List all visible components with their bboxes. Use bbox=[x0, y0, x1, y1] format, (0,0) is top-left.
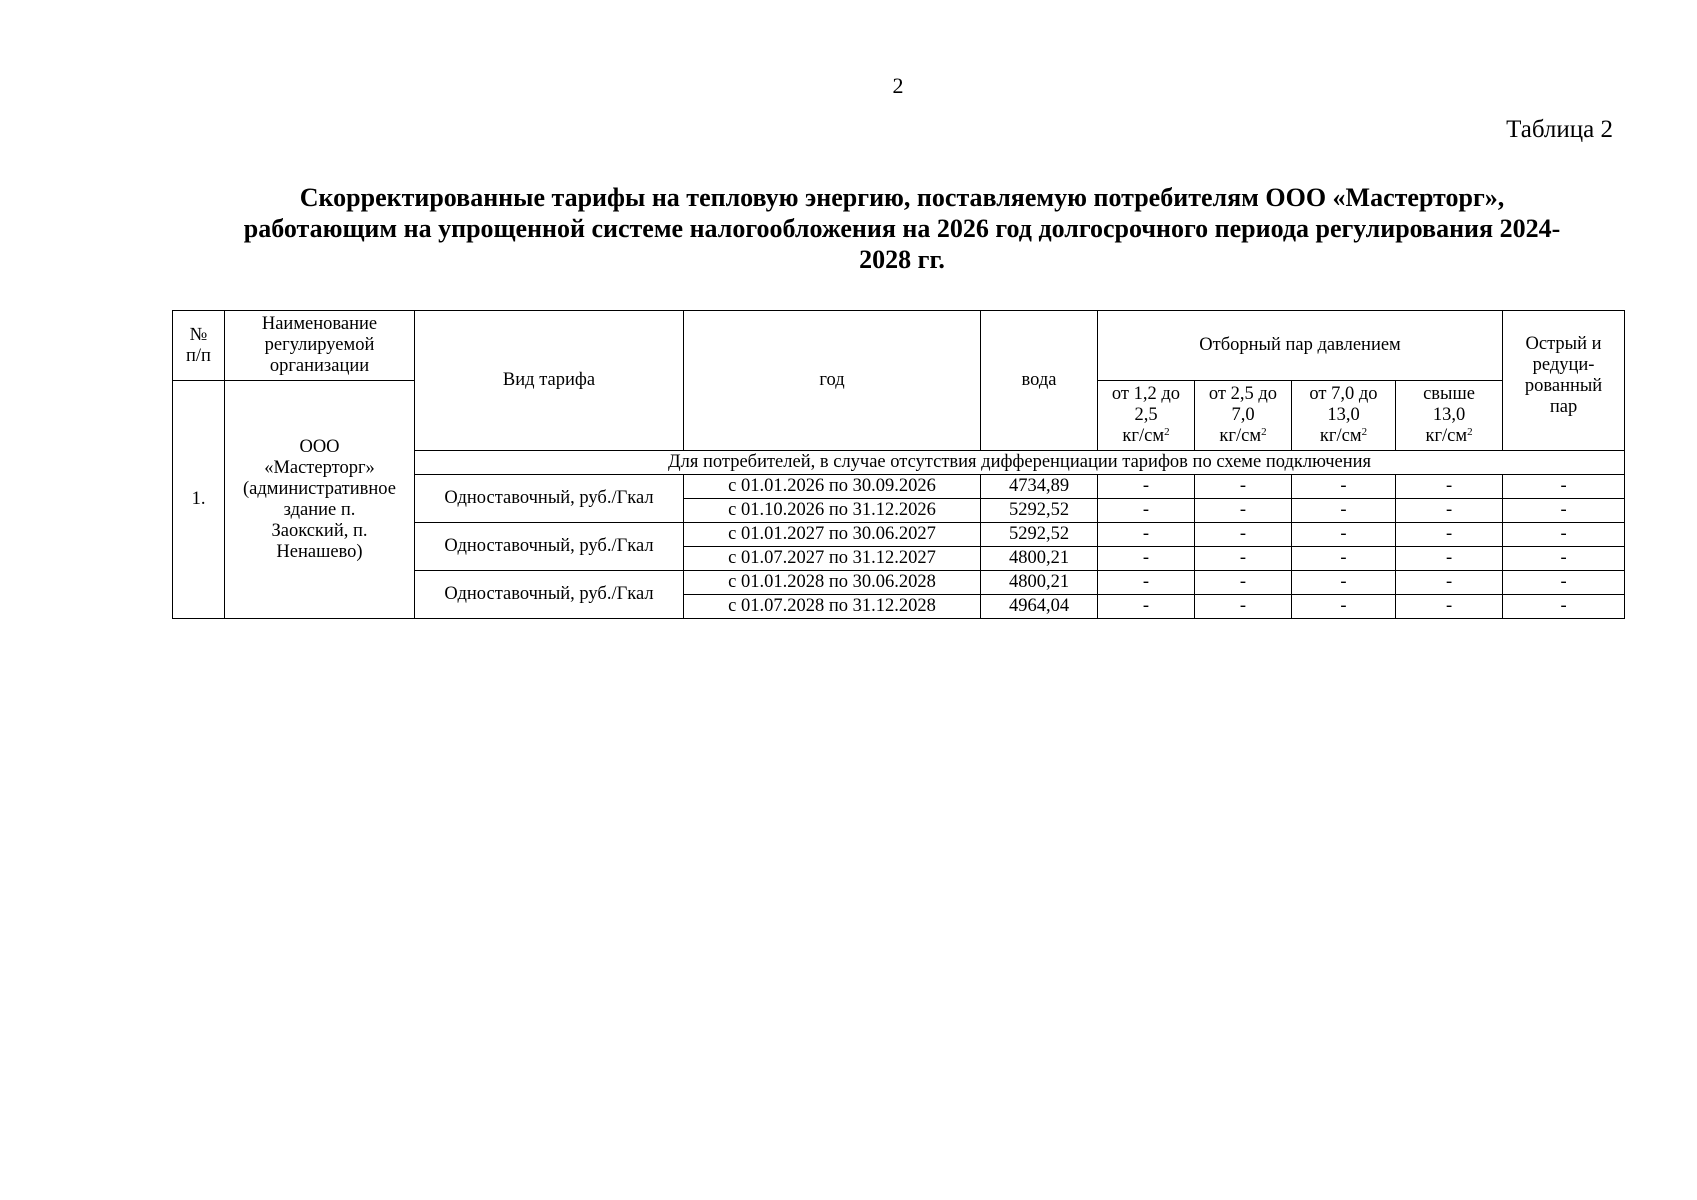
organization-text: здание п. bbox=[283, 499, 356, 520]
header-year: год bbox=[684, 311, 981, 451]
note-cell: Для потребителей, в случае отсутствия дифференциации тарифов по схеме подключения bbox=[415, 451, 1625, 475]
header-steam-4 bbox=[1396, 381, 1503, 451]
steam-2-cell: - bbox=[1195, 595, 1292, 619]
header-steam-2 bbox=[1195, 381, 1292, 451]
sharp-steam-cell: - bbox=[1503, 595, 1625, 619]
steam-3-cell: - bbox=[1292, 571, 1396, 595]
period-cell: с 01.01.2028 по 30.06.2028 bbox=[684, 571, 981, 595]
steam-2-cell: - bbox=[1195, 571, 1292, 595]
sharp-steam-cell: - bbox=[1503, 571, 1625, 595]
header-unit: $кг/см^2$ bbox=[1122, 426, 1170, 446]
header-text: от 2,5 до bbox=[1208, 384, 1278, 404]
header-text: Острый и bbox=[1525, 334, 1602, 354]
steam-3-cell: - bbox=[1292, 475, 1396, 499]
steam-3-cell: - bbox=[1292, 547, 1396, 571]
header-text: рованный bbox=[1524, 376, 1603, 396]
steam-1-cell: - bbox=[1098, 523, 1195, 547]
header-tariff-type: Вид тарифа bbox=[415, 311, 684, 451]
steam-1-cell: - bbox=[1098, 571, 1195, 595]
organization-text: ООО bbox=[299, 436, 340, 457]
header-steam-3 bbox=[1292, 381, 1396, 451]
tariff-type-cell: Одноставочный, руб./Гкал bbox=[415, 475, 684, 523]
steam-4-cell: - bbox=[1396, 523, 1503, 547]
steam-2-cell: - bbox=[1195, 523, 1292, 547]
header-text: 13,0 bbox=[1432, 405, 1466, 425]
header-text: регулируемой bbox=[264, 335, 375, 355]
steam-2-cell: - bbox=[1195, 499, 1292, 523]
header-text: 13,0 bbox=[1327, 405, 1360, 425]
header-text: 7,0 bbox=[1231, 405, 1255, 425]
steam-1-cell: - bbox=[1098, 499, 1195, 523]
steam-3-cell: - bbox=[1292, 595, 1396, 619]
steam-4-cell: - bbox=[1396, 475, 1503, 499]
steam-1-cell: - bbox=[1098, 475, 1195, 499]
page-number: 2 bbox=[892, 73, 904, 98]
tariff-type-cell: Одноставочный, руб./Гкал bbox=[415, 571, 684, 619]
header-steam-1 bbox=[1098, 381, 1195, 451]
period-cell: с 01.07.2027 по 31.12.2027 bbox=[684, 547, 981, 571]
sharp-steam-cell: - bbox=[1503, 499, 1625, 523]
title-line: работающим на упрощенной системе налогообложения на 2026 год долгосрочного периода регулирования 2024- bbox=[243, 214, 1561, 243]
table-label: Таблица 2 bbox=[1506, 116, 1613, 143]
water-cell: 4734,89 bbox=[981, 475, 1098, 499]
organization-text: Ненашево) bbox=[276, 541, 363, 562]
header-steam-group: Отборный пар давлением bbox=[1098, 311, 1503, 381]
steam-3-cell: - bbox=[1292, 523, 1396, 547]
header-text: пар bbox=[1549, 397, 1578, 417]
steam-4-cell: - bbox=[1396, 547, 1503, 571]
period-cell: с 01.07.2028 по 31.12.2028 bbox=[684, 595, 981, 619]
row-number-cell: 1. bbox=[173, 381, 225, 619]
title-line: 2028 гг. bbox=[859, 245, 945, 274]
header-text: п/п bbox=[186, 345, 211, 366]
header-text: Наименование bbox=[261, 314, 378, 334]
water-cell: 4800,21 bbox=[981, 571, 1098, 595]
tariff-type-cell: Одноставочный, руб./Гкал bbox=[415, 523, 684, 571]
water-cell: 5292,52 bbox=[981, 523, 1098, 547]
header-text: № bbox=[189, 324, 208, 345]
steam-4-cell: - bbox=[1396, 499, 1503, 523]
header-water: вода bbox=[981, 311, 1098, 451]
header-organization bbox=[225, 311, 415, 381]
steam-2-cell: - bbox=[1195, 547, 1292, 571]
steam-1-cell: - bbox=[1098, 547, 1195, 571]
steam-2-cell: - bbox=[1195, 475, 1292, 499]
document-title bbox=[172, 182, 1632, 275]
title-line: Скорректированные тарифы на тепловую энергию, поставляемую потребителям ООО «Мастерторг», bbox=[299, 183, 1505, 212]
header-text: 2,5 bbox=[1134, 405, 1158, 425]
header-text: свыше bbox=[1423, 384, 1475, 404]
header-sharp-steam bbox=[1503, 311, 1625, 451]
header-unit: $кг/см^2$ bbox=[1425, 426, 1473, 446]
organization-text: Заокский, п. bbox=[271, 520, 368, 541]
sharp-steam-cell: - bbox=[1503, 475, 1625, 499]
header-text: от 7,0 до bbox=[1309, 384, 1378, 404]
steam-3-cell: - bbox=[1292, 499, 1396, 523]
steam-4-cell: - bbox=[1396, 571, 1503, 595]
header-unit: $кг/см^2$ bbox=[1219, 426, 1267, 446]
tariff-table bbox=[172, 310, 1625, 619]
water-cell: 4964,04 bbox=[981, 595, 1098, 619]
organization-text: (административное bbox=[242, 478, 396, 499]
header-row bbox=[173, 311, 1625, 381]
sharp-steam-cell: - bbox=[1503, 547, 1625, 571]
water-cell: 4800,21 bbox=[981, 547, 1098, 571]
period-cell: с 01.01.2026 по 30.09.2026 bbox=[684, 475, 981, 499]
water-cell: 5292,52 bbox=[981, 499, 1098, 523]
steam-1-cell: - bbox=[1098, 595, 1195, 619]
header-unit: $кг/см^2$ bbox=[1319, 426, 1368, 446]
header-text: от 1,2 до bbox=[1111, 384, 1181, 404]
header-text: организации bbox=[269, 356, 370, 376]
period-cell: с 01.01.2027 по 30.06.2027 bbox=[684, 523, 981, 547]
steam-4-cell: - bbox=[1396, 595, 1503, 619]
sharp-steam-cell: - bbox=[1503, 523, 1625, 547]
header-row-number bbox=[173, 311, 225, 381]
organization-text: «Мастерторг» bbox=[264, 457, 375, 478]
organization-cell bbox=[225, 381, 415, 619]
period-cell: с 01.10.2026 по 31.12.2026 bbox=[684, 499, 981, 523]
header-text: редуци- bbox=[1532, 355, 1595, 375]
